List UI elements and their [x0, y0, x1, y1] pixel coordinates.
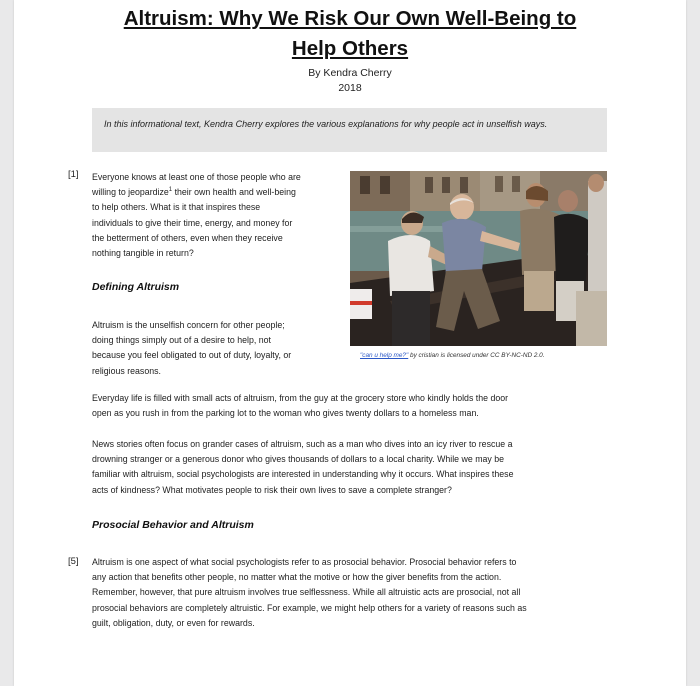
heading-prosocial: Prosocial Behavior and Altruism: [92, 519, 254, 531]
paragraph-5-line: Altruism is one aspect of what social psychologists refer to as prosocial behavior. Prosocial behavior refers to: [92, 557, 517, 567]
paragraph-5: [92, 555, 612, 631]
author: By Kendra Cherry: [308, 67, 392, 79]
paragraph-1-line: nothing tangible in return?: [92, 248, 194, 259]
paragraph-line: Altruism is the unselfish concern for other people;: [92, 320, 285, 330]
heading-defining-altruism: Defining Altruism: [92, 281, 180, 293]
title-line-1: Altruism: Why We Risk Our Own Well-Being to: [123, 7, 577, 30]
paragraph-line: doing things simply out of a desire to help, not: [92, 335, 271, 346]
photo-caption: [360, 352, 545, 359]
paragraph-news: [92, 437, 607, 498]
photo-illustration: [350, 171, 607, 346]
paragraph-number-1: [1]: [68, 169, 79, 180]
paragraph-line: drowning stranger or a generous donor who gives thousands of dollars to a local charity. While we may be: [92, 454, 505, 465]
paragraph-line: religious reasons.: [92, 365, 161, 376]
paragraph-line: News stories often focus on grander cases of altruism, such as a man who dives into an icy river to rescue a: [92, 439, 513, 449]
paragraph-1-line: Everyone knows at least one of those people who are: [92, 172, 301, 182]
paragraph-1-line: the betterment of others, even when they receive: [92, 232, 283, 243]
paragraph-1-line: individuals to give their time, energy, and money for: [92, 217, 293, 228]
article-title: [0, 4, 700, 64]
paragraph-everyday: [92, 391, 607, 421]
paragraph-5-line: prosocial behaviors are completely altruistic. For example, we might help others for a variety of reasons such as: [92, 602, 527, 613]
paragraph-line: because you feel obligated to out of duty, loyalty, or: [92, 350, 292, 361]
paragraph-line: Everyday life is filled with small acts of altruism, from the guy at the grocery store who kindly holds the door: [92, 393, 509, 403]
byline: [0, 66, 700, 96]
paragraph-5-line: any action that benefits other people, no matter what the motive or how the giver benefits from the action.: [92, 572, 502, 583]
paragraph-defining: [92, 318, 347, 379]
article-photo: [350, 171, 607, 346]
title-line-2: Help Others: [291, 37, 409, 60]
paragraph-1-line: willing to jeopardize$^1$ their own health and well-being: [92, 187, 296, 198]
paragraph-line: familiar with altruism, social psychologists are interested in understanding why it occurs. What inspires these: [92, 469, 514, 480]
paragraph-number-5: [5]: [68, 556, 79, 567]
paragraph-1: [92, 170, 347, 261]
footnote-marker[interactable]: 1: [168, 187, 173, 194]
paragraph-1-line: to help others. What is it that inspires these: [92, 202, 261, 213]
paragraph-5-line: Remember, however, that pure altruism involves true selflessness. While all altruistic acts are prosocial, not all: [92, 587, 521, 598]
paragraph-line: acts of kindness? What motivates people to risk their own lives to save a complete stranger?: [92, 484, 452, 495]
caption-license: by cristian is licensed under CC BY-NC-ND 2.0.: [408, 352, 545, 359]
caption-link[interactable]: "can u help me?": [360, 352, 409, 359]
year: 2018: [338, 82, 362, 94]
intro-box: In this informational text, Kendra Cherry explores the various explanations for why people act in unselfish ways.: [92, 108, 607, 152]
paragraph-line: open as you rush in from the parking lot to the woman who gives twenty dollars to a homeless man.: [92, 408, 479, 419]
paragraph-5-line: guilt, obligation, duty, or even for rewards.: [92, 617, 255, 628]
